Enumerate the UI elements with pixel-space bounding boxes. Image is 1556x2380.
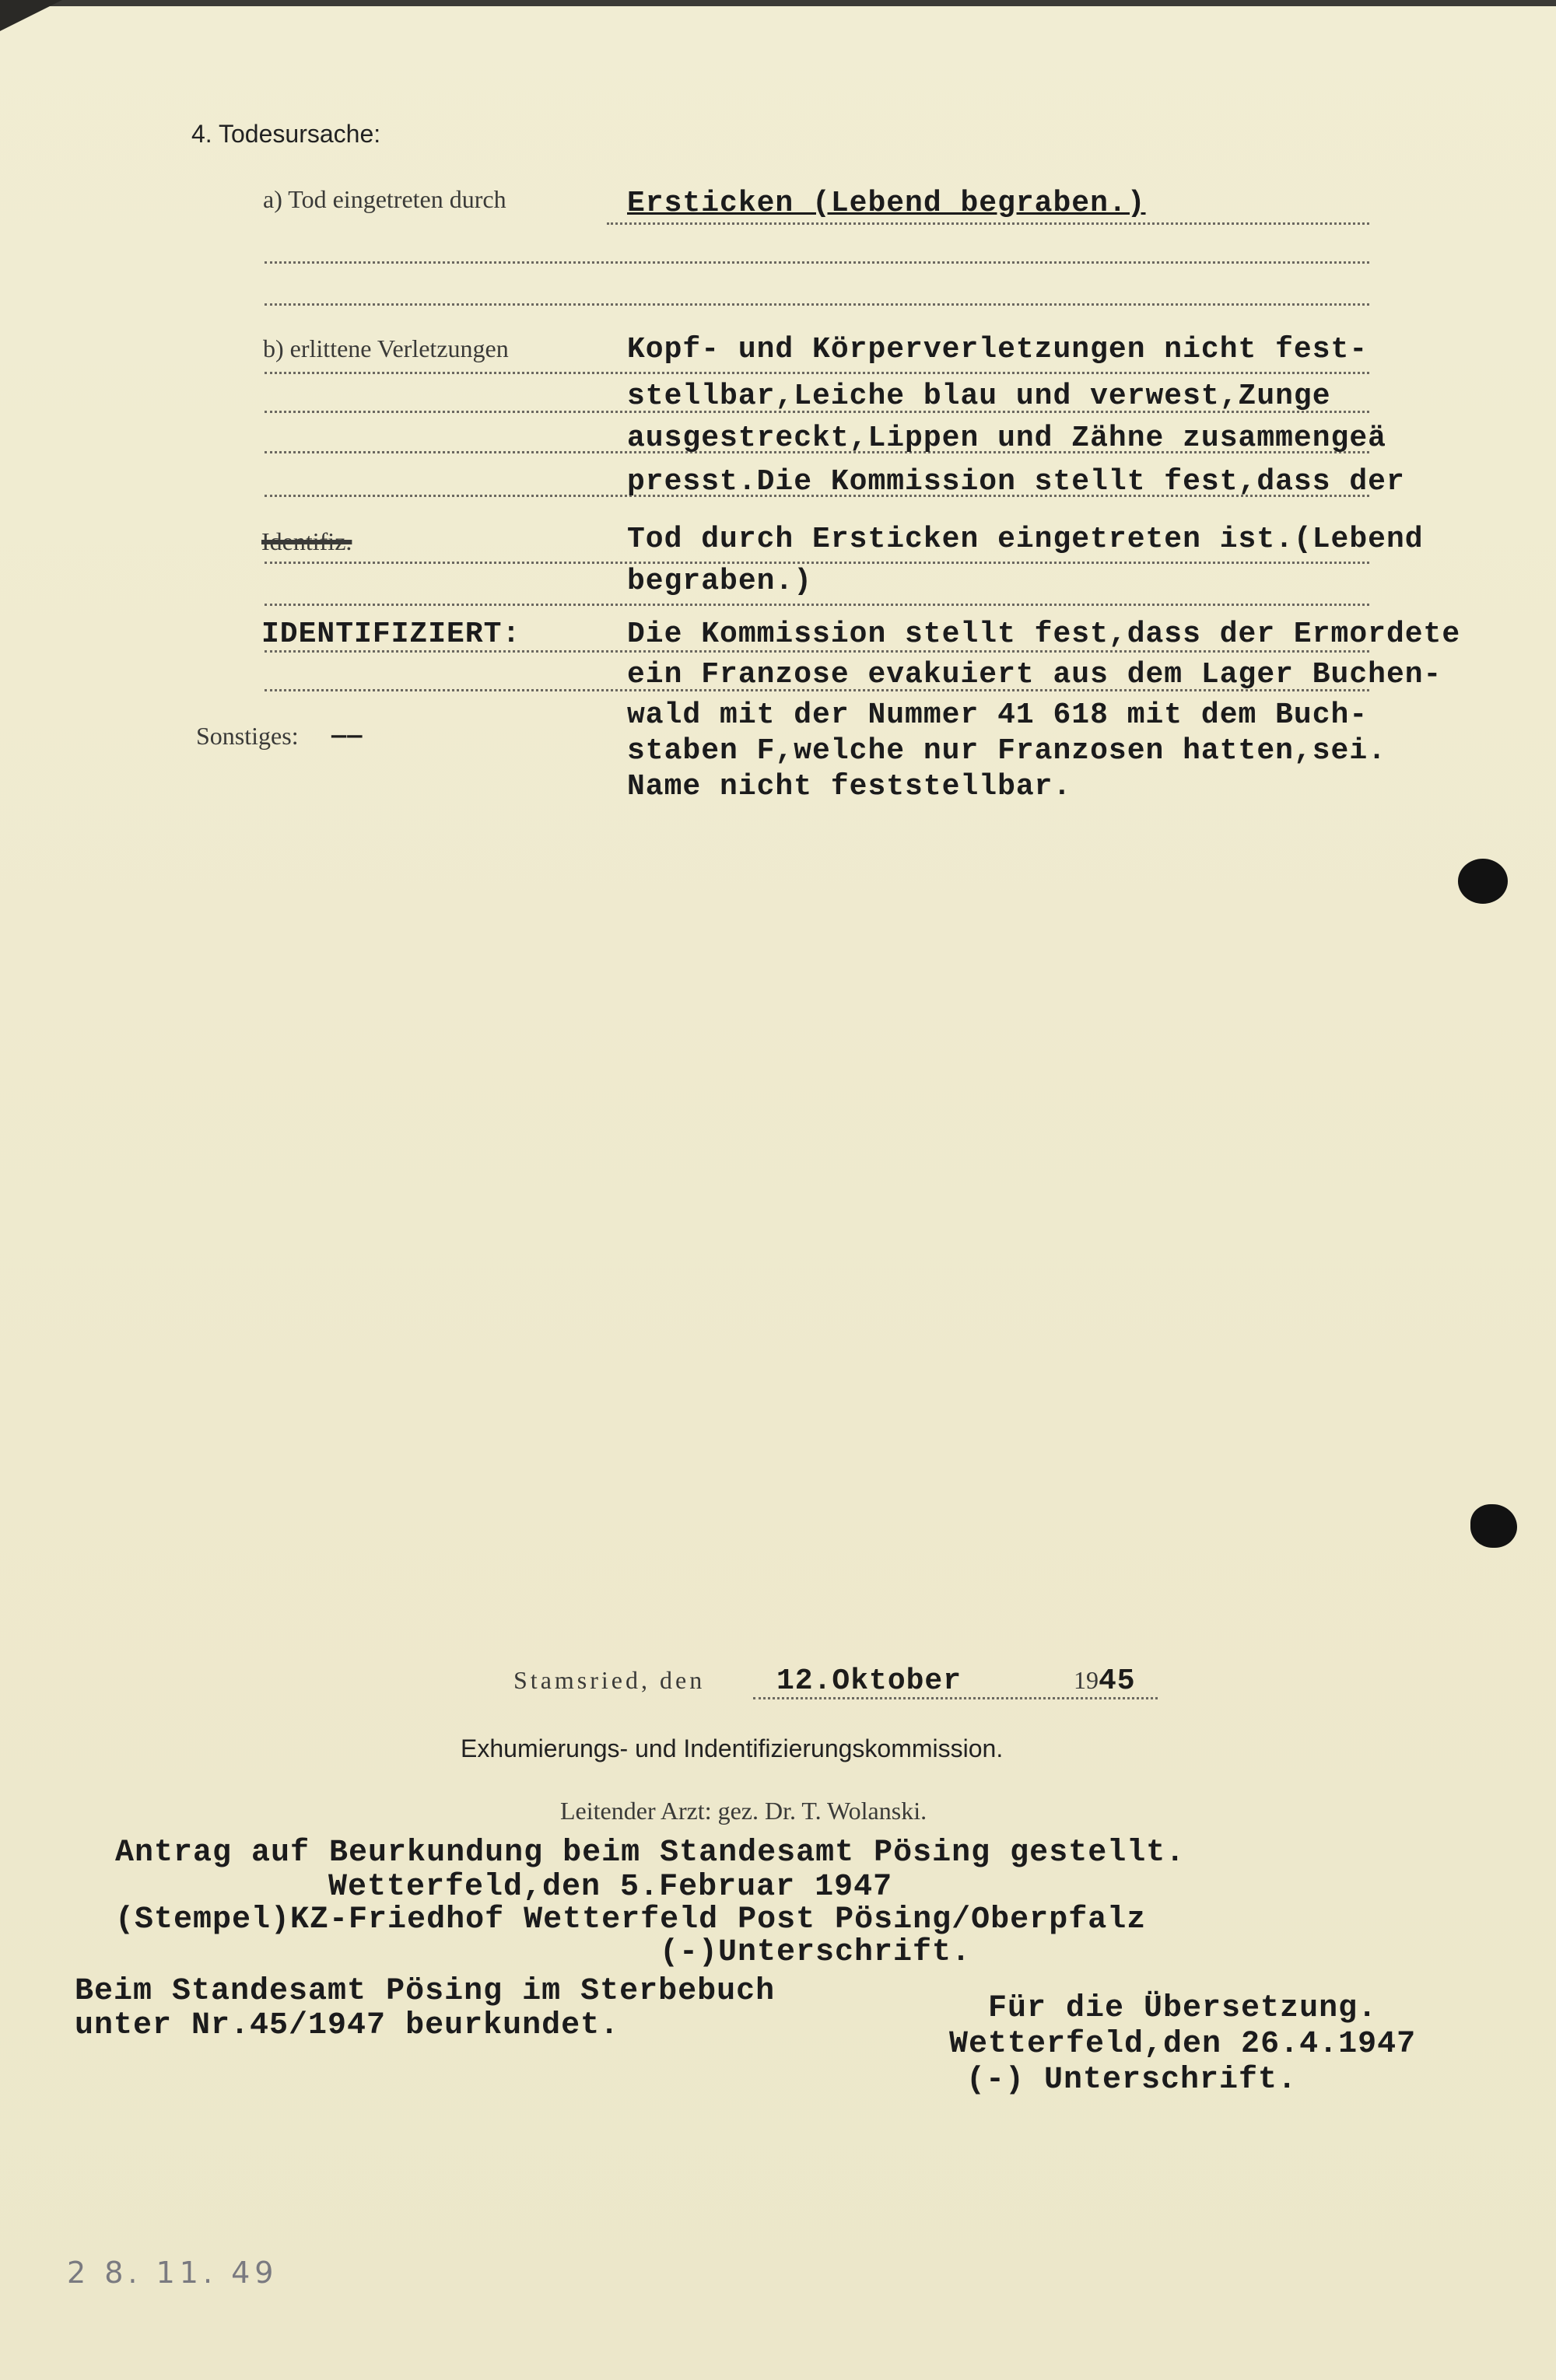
identified-line-3: wald mit der Nummer 41 618 mit dem Buch- bbox=[627, 698, 1369, 732]
margin-stamp: 2 8. 11. 49 bbox=[67, 2256, 279, 2290]
antrag-line-1: Antrag auf Beurkundung beim Standesamt Pösing gestellt. bbox=[115, 1836, 1186, 1871]
field-b-line-2: stellbar,Leiche blau und verwest,Zunge bbox=[627, 380, 1331, 413]
date-value: 12.Oktober bbox=[776, 1664, 962, 1698]
uebersetzung-line-3: (-) Unterschrift. bbox=[966, 2063, 1298, 2098]
field-b-line-4: presst.Die Kommission stellt fest,dass der bbox=[627, 465, 1405, 499]
page-top-edge bbox=[0, 0, 1556, 6]
antrag-line-4: (-)Unterschrift. bbox=[660, 1935, 972, 1970]
dotted-line bbox=[265, 562, 1369, 564]
field-b-line-3: ausgestreckt,Lippen und Zähne zusammengeä bbox=[627, 422, 1386, 455]
identified-line-5: Name nicht feststellbar. bbox=[627, 770, 1072, 803]
identified-line-2: ein Franzose evakuiert aus dem Lager Buchen- bbox=[627, 658, 1442, 691]
uebersetzung-line-2: Wetterfeld,den 26.4.1947 bbox=[949, 2027, 1417, 2062]
punch-hole bbox=[1470, 1504, 1517, 1548]
dotted-line bbox=[265, 303, 1369, 306]
sonstiges-label: Sonstiges: bbox=[196, 722, 299, 750]
field-b-line-5: Tod durch Ersticken eingetreten ist.(Lebend bbox=[627, 523, 1424, 556]
identified-line-1: Die Kommission stellt fest,dass der Ermordete bbox=[627, 618, 1461, 651]
uebersetzung-line-1: Für die Übersetzung. bbox=[988, 1991, 1378, 2026]
field-b-label: b) erlittene Verletzungen bbox=[263, 334, 509, 362]
torn-corner bbox=[0, 0, 62, 31]
year-prefix: 19 bbox=[1074, 1666, 1099, 1694]
antrag-line-3: (Stempel)KZ-Friedhof Wetterfeld Post Pösing/Oberpfalz bbox=[115, 1902, 1147, 1937]
date-place: Stamsried, den bbox=[513, 1666, 706, 1694]
beurkundet-line-1: Beim Standesamt Pösing im Sterbebuch bbox=[75, 1974, 776, 2009]
dotted-line bbox=[265, 604, 1369, 606]
antrag-line-2: Wetterfeld,den 5.Februar 1947 bbox=[328, 1870, 893, 1905]
sonstiges-value: —— bbox=[331, 722, 363, 751]
field-b-line-6: begraben.) bbox=[627, 565, 813, 598]
dotted-line bbox=[607, 222, 1369, 225]
doctor-line: Leitender Arzt: gez. Dr. T. Wolanski. bbox=[560, 1797, 927, 1825]
field-a-label: a) Tod eingetreten durch bbox=[263, 185, 506, 213]
dotted-line bbox=[265, 261, 1369, 264]
struck-label: Identifiz. bbox=[261, 527, 352, 555]
identified-label: IDENTIFIZIERT: bbox=[261, 618, 521, 651]
field-a-value: Ersticken (Lebend begraben.) bbox=[627, 187, 1146, 220]
commission-title: Exhumierungs- und Indentifizierungskommission. bbox=[461, 1734, 1004, 1762]
identified-line-4: staben F,welche nur Franzosen hatten,sei. bbox=[627, 734, 1386, 768]
section-heading: 4. Todesursache: bbox=[191, 120, 381, 148]
punch-hole bbox=[1458, 859, 1508, 904]
dotted-line bbox=[265, 372, 1369, 374]
beurkundet-line-2: unter Nr.45/1947 beurkundet. bbox=[75, 2008, 620, 2043]
field-b-line-1: Kopf- und Körperverletzungen nicht fest- bbox=[627, 333, 1369, 366]
year-value: 45 bbox=[1099, 1664, 1136, 1698]
